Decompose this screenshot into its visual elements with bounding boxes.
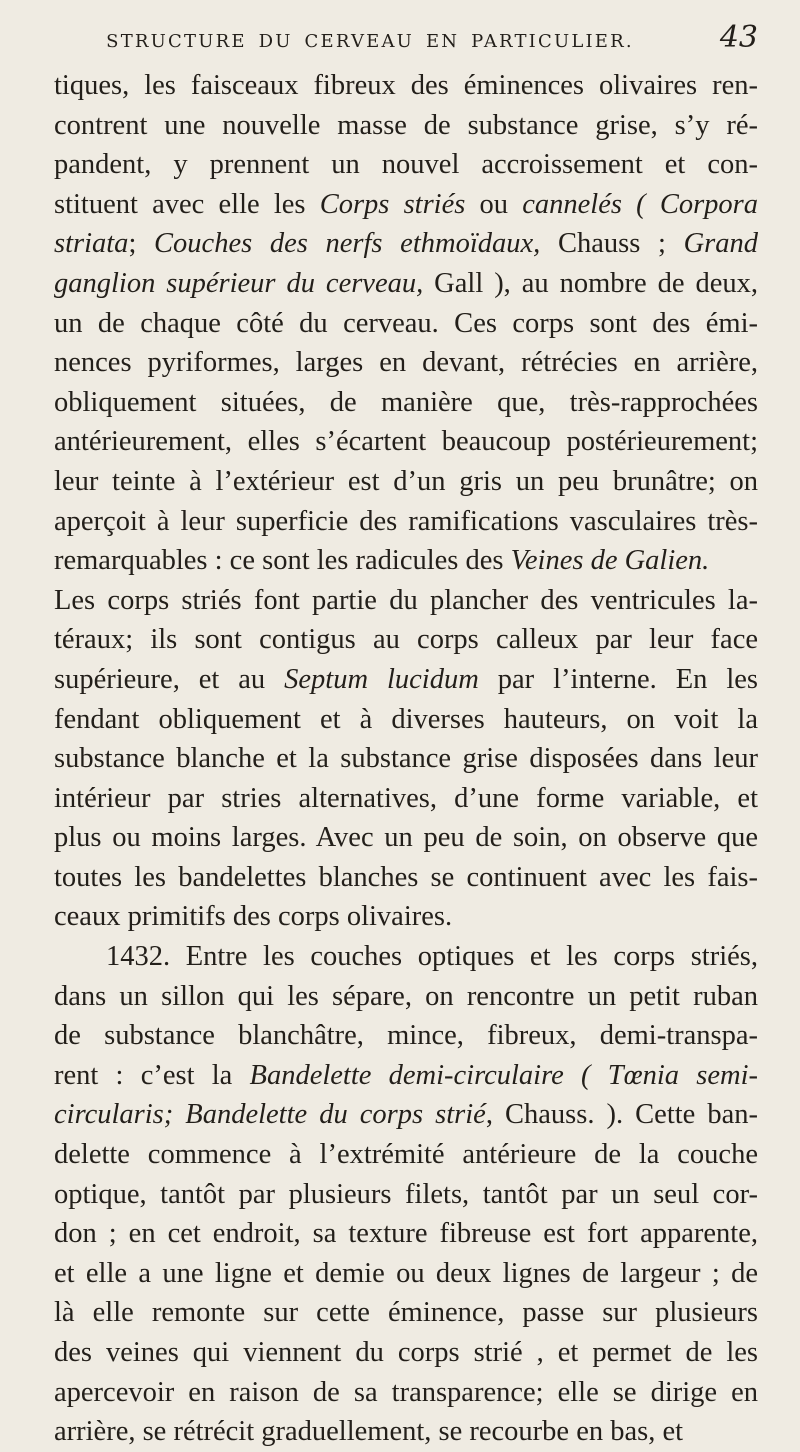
text-run: remarquables : ce sont les radicules des <box>54 545 511 577</box>
text-line <box>54 977 758 1017</box>
text-line <box>54 818 758 858</box>
text-line <box>54 145 758 185</box>
text-line <box>54 897 758 937</box>
text-line <box>54 700 758 740</box>
text-line <box>54 1333 758 1373</box>
text-run: fendant obliquement et à diverses hauteurs, on voit la <box>54 703 758 735</box>
text-run: optique, tantôt par plusieurs filets, tantôt par un seul cor- <box>54 1178 758 1210</box>
text-run: apercevoir en raison de sa transparence; elle se dirige en <box>54 1376 758 1408</box>
text-line <box>54 1293 758 1333</box>
text-line <box>54 858 758 898</box>
italic-term: Couches des nerfs ethmoïdaux, <box>154 228 541 260</box>
text-line <box>54 1254 758 1294</box>
text-line <box>54 343 758 383</box>
text-line <box>54 1412 758 1452</box>
italic-term: Bandelette demi-circulaire ( Tœnia semi- <box>249 1059 758 1091</box>
text-run: supérieure, et au <box>54 663 285 695</box>
italic-term: Septum lucidum <box>284 663 479 695</box>
text-run: ou <box>465 188 523 220</box>
italic-term: Grand <box>683 228 758 260</box>
text-line <box>54 1214 758 1254</box>
text-run: téraux; ils sont contigus au corps calleux par leur face <box>54 624 758 656</box>
running-title: STRUCTURE DU CERVEAU EN PARTICULIER. <box>106 31 634 52</box>
text-run: don ; en cet endroit, sa texture fibreuse est fort apparente, <box>54 1218 758 1250</box>
text-run: aperçoit à leur superficie des ramifications vasculaires très- <box>54 505 758 537</box>
text-run: Gall ), au nombre de deux, <box>423 267 758 299</box>
text-line <box>54 185 758 225</box>
text-line <box>54 66 758 106</box>
italic-term: Veines de Galien. <box>510 545 710 577</box>
text-run: 1432. Entre les couches optiques et les corps striés, <box>106 941 758 973</box>
text-run: pandent, y prennent un nouvel accroissement et con- <box>54 149 758 181</box>
text-line <box>54 502 758 542</box>
italic-term: cannelés ( Corpora <box>522 188 759 220</box>
text-line <box>54 620 758 660</box>
text-run: arrière, se rétrécit graduellement, se recourbe en bas, et <box>54 1416 684 1448</box>
text-run: intérieur par stries alternatives, d’une forme variable, et <box>54 782 758 814</box>
italic-term: circularis; Bandelette du corps strié <box>54 1099 486 1131</box>
text-run: stituent avec elle les <box>54 188 320 220</box>
text-run: là elle remonte sur cette éminence, passe sur plusieurs <box>54 1297 758 1329</box>
text-run: obliquement situées, de manière que, très-rapprochées <box>54 386 758 418</box>
text-run: Chauss ; <box>540 228 684 260</box>
text-run: Les corps striés font partie du plancher des ventricules la- <box>54 584 758 616</box>
text-run: plus ou moins larges. Avec un peu de soin, on observe que <box>54 822 758 854</box>
text-line <box>54 224 758 264</box>
text-line <box>54 462 758 502</box>
text-run: tiques, les faisceaux fibreux des éminences olivaires ren- <box>54 70 758 101</box>
text-run: antérieurement, elles s’écartent beaucoup postérieurement; <box>54 426 758 458</box>
text-run: contrent une nouvelle masse de substance grise, s’y ré- <box>54 109 758 141</box>
text-line <box>54 660 758 700</box>
text-line <box>54 1135 758 1175</box>
italic-term: striata <box>54 228 129 260</box>
text-run: de substance blanchâtre, mince, fibreux, demi-transpa- <box>54 1020 758 1052</box>
body-text <box>54 66 758 1452</box>
text-line <box>54 1016 758 1056</box>
text-line <box>54 106 758 146</box>
text-line <box>54 937 758 977</box>
italic-term: Corps striés <box>319 188 466 220</box>
text-run: dans un sillon qui les sépare, on rencontre un petit ruban <box>54 980 758 1012</box>
text-line <box>54 383 758 423</box>
text-run: nences pyriformes, larges en devant, rétrécies en arrière, <box>54 347 758 379</box>
text-line <box>54 541 758 581</box>
text-run: leur teinte à l’extérieur est d’un gris un peu brunâtre; on <box>54 465 758 497</box>
running-head <box>54 20 758 66</box>
text-run: ; <box>128 228 155 260</box>
text-line <box>54 739 758 779</box>
text-run: des veines qui viennent du corps strié , et permet de les <box>54 1337 758 1368</box>
italic-term: ganglion supérieur du cerveau, <box>54 267 424 299</box>
text-run: toutes les bandelettes blanches se continuent avec les fais- <box>54 861 758 893</box>
text-line <box>54 581 758 621</box>
text-run: substance blanche et la substance grise disposées dans leur <box>54 743 758 775</box>
text-run: rent : c’est la <box>54 1059 250 1091</box>
text-line <box>54 1175 758 1215</box>
text-line <box>54 1056 758 1096</box>
text-run: ceaux primitifs des corps olivaires. <box>54 901 453 933</box>
text-line <box>54 779 758 819</box>
page-number: 43 <box>719 20 758 55</box>
text-line <box>54 422 758 462</box>
text-line <box>54 304 758 344</box>
text-run: par l’interne. En les <box>478 663 758 695</box>
text-run: delette commence à l’extrémité antérieure de la couche <box>54 1139 758 1171</box>
text-run: un de chaque côté du cerveau. Ces corps sont des émi- <box>54 307 758 339</box>
text-line <box>54 1095 758 1135</box>
text-run: , Chauss. ). Cette ban- <box>485 1099 758 1131</box>
text-run: et elle a une ligne et demie ou deux lignes de largeur ; de <box>54 1257 758 1289</box>
text-line <box>54 264 758 304</box>
